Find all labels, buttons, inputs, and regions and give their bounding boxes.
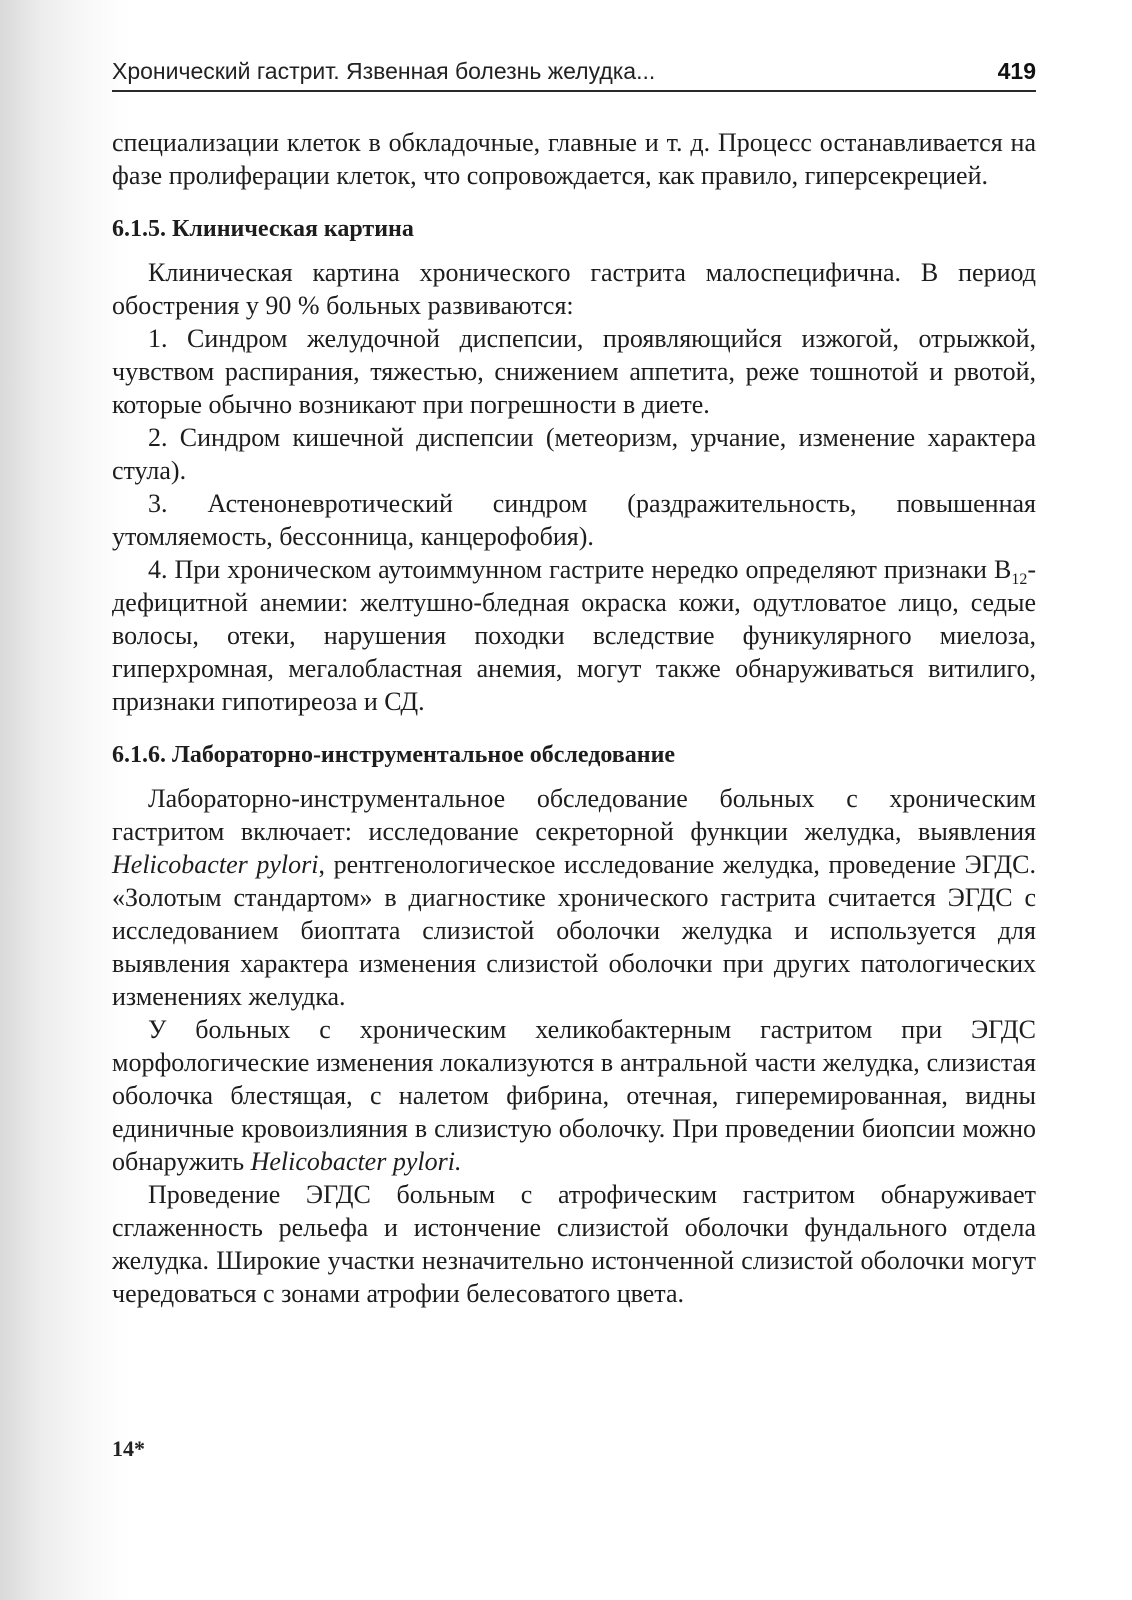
lab-exam-paragraph-1 (112, 782, 1036, 1013)
syndrome-item-4-end: -дефицитной анемии: желтушно-бледная окраска кожи, одутловатое лицо, седые волосы, отеки, нарушения походки вследствие фуникулярного миелоза, гиперхромная, мегалобластная анемия, могут также обнаруживаться витилиго, признаки гипотиреоза и СД. (112, 555, 1036, 716)
running-header (112, 56, 1036, 92)
lab-exam-p1-end: , рентгенологическое исследование желудка, проведение ЭГДС. «Золотым стандартом» в диагностике хронического гастрита считается ЭГДС с исследованием биоптата слизистой оболочки желудка и используется для выявления характера изменения слизистой оболочки при других патологических изменениях желудка. (112, 850, 1036, 1011)
syndrome-item-1: 1. Синдром желудочной диспепсии, проявляющийся изжогой, отрыжкой, чувством распирания, тяжестью, снижением аппетита, реже тошнотой и рвотой, которые обычно возникают при погрешности в диете. (112, 324, 1036, 419)
lab-exam-paragraph-2 (112, 1013, 1036, 1178)
intro-paragraph: специализации клеток в обкладочные, главные и т. д. Процесс останавливается на фазе пролиферации клеток, что сопровождается, как правило, гиперсекрецией. (112, 128, 1036, 190)
lab-exam-p1-species: Helicobacter pylori (112, 850, 319, 879)
lab-exam-p2-start: У больных с хроническим хеликобактерным гастритом при ЭГДС морфологические изменения локализуются в антральной части желудка, слизистая оболочка блестящая, с налетом фибрина, отечная, гиперемированная, видны единичные кровоизлияния в слизистую оболочку. При проведении биопсии можно обнаружить (112, 1015, 1036, 1176)
lab-exam-p1-start: Лабораторно-инструментальное обследование больных с хроническим гастритом включает: исследование секреторной функции желудка, выявления (112, 784, 1036, 846)
page-body (112, 126, 1036, 1310)
section-heading-lab-exam: 6.1.6. Лабораторно-инструментальное обследование (112, 742, 676, 768)
syndrome-item-3: 3. Астеноневротический синдром (раздражительность, повышенная утомляемость, бессонница, канцерофобия). (112, 489, 1036, 551)
lab-exam-paragraph-3: Проведение ЭГДС больным с атрофическим гастритом обнаруживает сглаженность рельефа и истончение слизистой оболочки фундального отдела желудка. Широкие участки незначительно истонченной слизистой оболочки могут чередоваться с зонами атрофии белесоватого цвета. (112, 1180, 1036, 1308)
signature-mark: 14* (112, 1436, 145, 1461)
page-number: 419 (997, 58, 1036, 84)
running-header-title: Хронический гастрит. Язвенная болезнь желудка... (112, 58, 656, 84)
clinical-picture-paragraph: Клиническая картина хронического гастрита малоспецифична. В период обострения у 90 % больных развиваются: (112, 258, 1036, 320)
syndrome-item-4 (112, 553, 1036, 718)
b12-subscript: 12 (1011, 571, 1028, 589)
syndrome-item-4-start: 4. При хроническом аутоиммунном гастрите нередко определяют признаки B (148, 555, 1012, 584)
syndrome-item-2: 2. Синдром кишечной диспепсии (метеоризм, урчание, изменение характера стула). (112, 423, 1036, 485)
lab-exam-p2-species: Helicobacter pylori. (250, 1147, 462, 1176)
section-heading-clinical-picture: 6.1.5. Клиническая картина (112, 216, 414, 242)
